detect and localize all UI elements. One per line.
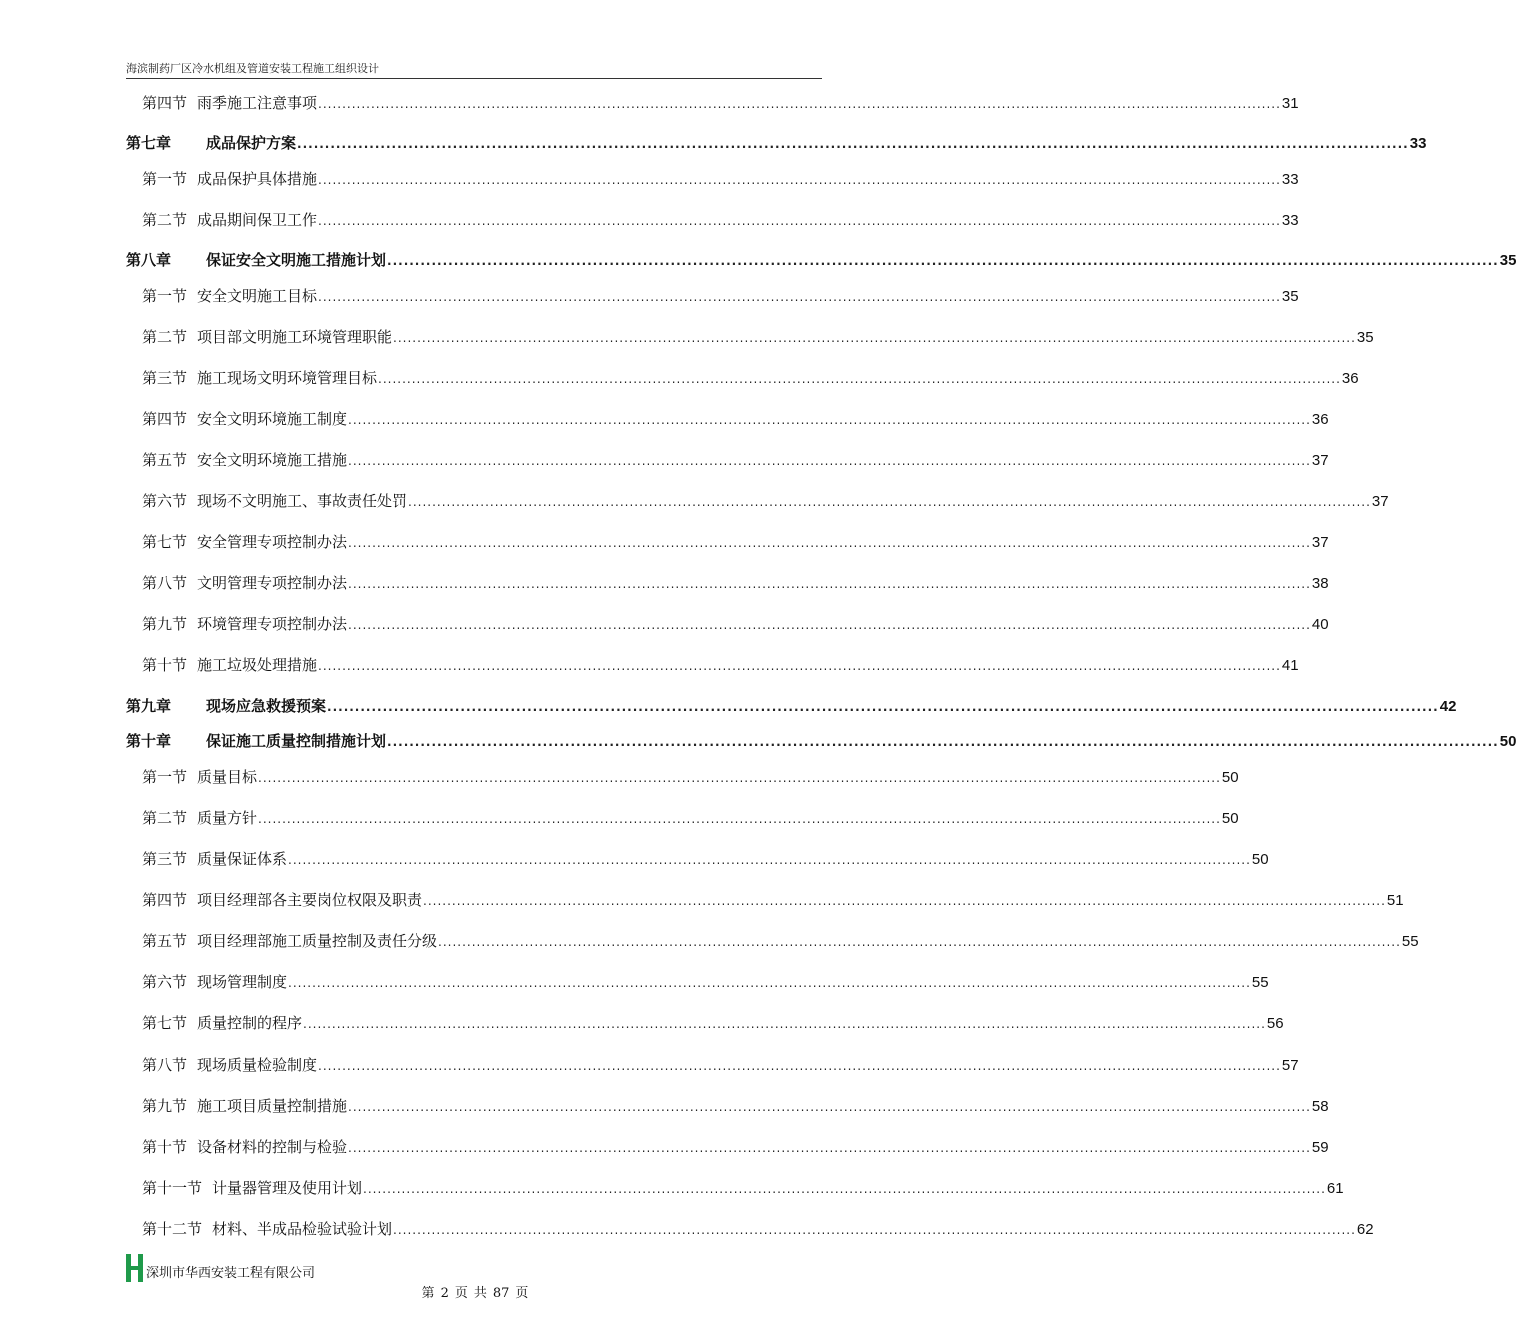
toc-entry-title: 质量保证体系 [197,850,288,868]
toc-entry-label [142,890,422,910]
toc-page-number: 58 [1311,1098,1329,1115]
toc-dot-leader: ........................................................................................................................................................................................................ [318,173,1281,187]
toc-entry-title: 成品期间保卫工作 [197,211,318,229]
toc-entry-label [142,849,287,869]
toc-entry-title: 现场管理制度 [197,973,288,991]
toc-entry-title: 安全文明环境施工措施 [197,451,348,469]
toc-page-number: 37 [1311,452,1329,469]
toc-page-number: 42 [1439,698,1457,715]
toc-entry-label [142,1137,347,1157]
toc-entry-label [126,134,296,154]
toc-entry-number: 第二节 [142,328,188,346]
toc-entry-title: 设备材料的控制与检验 [197,1138,348,1156]
toc-chapter-row[interactable] [126,732,1516,752]
toc-entry-number: 第七节 [142,533,188,551]
toc-page-number: 41 [1281,657,1299,674]
toc-section-row[interactable] [126,210,1299,231]
toc-entry-title: 项目经理部各主要岗位权限及职责 [197,891,423,909]
toc-entry-number: 第九节 [142,1097,188,1115]
toc-entry-label [142,327,392,347]
toc-entry-number: 第十章 [126,733,172,750]
toc-page-number: 40 [1311,616,1329,633]
toc-entry-title: 成品保护具体措施 [197,170,318,188]
toc-page-number: 35 [1356,329,1374,346]
toc-page-number: 37 [1311,534,1329,551]
toc-entry-label [142,1178,362,1198]
toc-entry-label [126,697,326,717]
toc-page-number: 31 [1281,95,1299,112]
toc-entry-number: 第十节 [142,656,188,674]
toc-entry-label [142,931,437,951]
toc-entry-title: 材料、半成品检验试验计划 [212,1220,393,1238]
page-mid2: 共 [473,1286,487,1301]
toc-page-number: 50 [1221,810,1239,827]
toc-dot-leader: ........................................................................................................................................................................................................ [393,1223,1356,1237]
toc-entry-title: 成品保护方案 [206,135,297,152]
toc-page-number: 50 [1251,851,1269,868]
toc-entry-number: 第六节 [142,492,188,510]
toc-entry-title: 项目部文明施工环境管理职能 [197,328,393,346]
page-total: 87 [492,1286,510,1301]
toc-section-row[interactable] [126,450,1329,471]
toc-entry-title: 计量器管理及使用计划 [212,1179,363,1197]
toc-section-row[interactable] [126,368,1359,389]
toc-entry-number: 第五节 [142,932,188,950]
toc-entry-number: 第三节 [142,850,188,868]
toc-page-number: 50 [1221,769,1239,786]
toc-entry-number: 第四节 [142,891,188,909]
toc-page-number: 55 [1251,974,1269,991]
toc-entry-number: 第七节 [142,1014,188,1032]
toc-dot-leader: ........................................................................................................................................................................................................ [438,935,1401,949]
toc-entry-label [142,573,347,593]
toc-page-number: 33 [1281,212,1299,229]
toc-section-row[interactable] [126,169,1299,190]
toc-page-number: 36 [1311,411,1329,428]
toc-entry-label [142,210,317,230]
company-logo-icon [126,1254,144,1282]
page-prefix: 第 [421,1286,435,1301]
toc-entry-number: 第二节 [142,211,188,229]
toc-dot-leader: ........................................................................................................................................................................................................ [318,97,1281,111]
toc-entry-label [142,532,347,552]
toc-entry-title: 现场质量检验制度 [197,1056,318,1074]
toc-entry-number: 第八节 [142,574,188,592]
toc-dot-leader: ........................................................................................................................................................................................................ [318,214,1281,228]
toc-entry-label [126,251,386,271]
toc-dot-leader: ........................................................................................................................................................................................................ [288,976,1251,990]
toc-page-number: 61 [1326,1180,1344,1197]
toc-entry-label [142,169,317,189]
toc-page-number: 57 [1281,1057,1299,1074]
toc-dot-leader: ........................................................................................................................................................................................................ [297,137,1409,151]
page-suffix: 页 [515,1286,529,1301]
toc-page-number: 33 [1409,135,1427,152]
toc-dot-leader: ........................................................................................................................................................................................................ [387,735,1499,749]
toc-dot-leader: ........................................................................................................................................................................................................ [327,700,1439,714]
toc-entry-title: 现场应急救援预案 [206,698,327,715]
toc-section-row[interactable] [126,808,1239,829]
toc-entry-title: 现场不文明施工、事故责任处罚 [197,492,408,510]
toc-entry-label [142,655,317,675]
toc-entry-title: 施工垃圾处理措施 [197,656,318,674]
toc-entry-label [142,808,257,828]
toc-entry-number: 第五节 [142,451,188,469]
toc-dot-leader: ........................................................................................................................................................................................................ [258,771,1221,785]
footer-company [126,1252,315,1282]
toc-dot-leader: ........................................................................................................................................................................................................ [348,1100,1311,1114]
toc-dot-leader: ........................................................................................................................................................................................................ [318,290,1281,304]
toc-dot-leader: ........................................................................................................................................................................................................ [318,659,1281,673]
toc-entry-label [142,450,347,470]
toc-entry-number: 第十一节 [142,1179,203,1197]
toc-dot-leader: ........................................................................................................................................................................................................ [348,618,1311,632]
toc-entry-number: 第七章 [126,135,172,152]
toc-entry-number: 第一节 [142,287,188,305]
toc-page-number: 35 [1499,252,1516,269]
toc-section-row[interactable] [126,849,1269,870]
toc-dot-leader: ........................................................................................................................................................................................................ [393,331,1356,345]
toc-entry-label [142,286,317,306]
toc-page-number: 56 [1266,1015,1284,1032]
toc-entry-label [142,767,257,787]
toc-entry-number: 第八节 [142,1056,188,1074]
toc-entry-label [142,491,407,511]
toc-dot-leader: ........................................................................................................................................................................................................ [378,372,1341,386]
toc-entry-number: 第一节 [142,170,188,188]
toc-section-row[interactable] [126,1096,1329,1117]
toc-entry-label [142,93,317,113]
toc-section-row[interactable] [126,972,1269,993]
toc-section-row[interactable] [126,1137,1329,1158]
toc-section-row[interactable] [126,1178,1344,1199]
page-header [126,62,822,79]
page-number [0,1282,950,1301]
toc-entry-title: 质量方针 [197,809,258,827]
toc-chapter-row[interactable] [126,697,1457,717]
toc-entry-number: 第十节 [142,1138,188,1156]
toc-entry-number: 第二节 [142,809,188,827]
toc-page-number: 51 [1386,892,1404,909]
toc-entry-label [142,1055,317,1075]
toc-section-row[interactable] [126,327,1374,348]
toc-page-number: 59 [1311,1139,1329,1156]
toc-dot-leader: ........................................................................................................................................................................................................ [258,812,1221,826]
toc-entry-title: 安全管理专项控制办法 [197,533,348,551]
toc-entry-number: 第九节 [142,615,188,633]
toc-entry-title: 保证安全文明施工措施计划 [206,252,387,269]
toc-section-row[interactable] [126,409,1329,430]
toc-dot-leader: ........................................................................................................................................................................................................ [303,1017,1266,1031]
toc-page-number: 62 [1356,1221,1374,1238]
toc-dot-leader: ........................................................................................................................................................................................................ [318,1059,1281,1073]
page-current: 2 [440,1286,449,1301]
toc-entry-title: 安全文明施工目标 [197,287,318,305]
toc-dot-leader: ........................................................................................................................................................................................................ [288,853,1251,867]
page-mid1: 页 [454,1286,468,1301]
toc-entry-title: 雨季施工注意事项 [197,94,318,112]
toc-entry-number: 第六节 [142,973,188,991]
toc-entry-number: 第八章 [126,252,172,269]
toc-entry-title: 质量目标 [197,768,258,786]
toc-entry-title: 施工项目质量控制措施 [197,1097,348,1115]
toc-entry-title: 项目经理部施工质量控制及责任分级 [197,932,438,950]
toc-dot-leader: ........................................................................................................................................................................................................ [348,536,1311,550]
toc-section-row[interactable] [126,767,1239,788]
toc-entry-label [126,732,386,752]
toc-entry-label [142,972,287,992]
toc-section-row[interactable] [126,93,1299,114]
toc-section-row[interactable] [126,890,1404,911]
toc-entry-number: 第四节 [142,410,188,428]
toc-section-row[interactable] [126,532,1329,553]
toc-page-number: 50 [1499,733,1516,750]
toc-section-row[interactable] [126,614,1329,635]
toc-page-number: 33 [1281,171,1299,188]
toc-entry-title: 保证施工质量控制措施计划 [206,733,387,750]
toc-dot-leader: ........................................................................................................................................................................................................ [408,495,1371,509]
toc-dot-leader: ........................................................................................................................................................................................................ [348,413,1311,427]
toc-page-number: 38 [1311,575,1329,592]
toc-dot-leader: ........................................................................................................................................................................................................ [348,1141,1311,1155]
toc-entry-label [142,1096,347,1116]
toc-entry-title: 文明管理专项控制办法 [197,574,348,592]
toc-section-row[interactable] [126,573,1329,594]
toc-chapter-row[interactable] [126,134,1427,154]
toc-dot-leader: ........................................................................................................................................................................................................ [363,1182,1326,1196]
toc-section-row[interactable] [126,931,1419,952]
document-title: 海滨制药厂区冷水机组及管道安装工程施工组织设计 [126,62,379,75]
toc-section-row[interactable] [126,1013,1284,1034]
toc-entry-label [142,1013,302,1033]
toc-entry-number: 第四节 [142,94,188,112]
toc-page-number: 55 [1401,933,1419,950]
toc-entry-number: 第一节 [142,768,188,786]
toc-entry-title: 质量控制的程序 [197,1014,303,1032]
toc-dot-leader: ........................................................................................................................................................................................................ [348,577,1311,591]
toc-section-row[interactable] [126,491,1389,512]
toc-section-row[interactable] [126,286,1299,307]
toc-page-number: 36 [1341,370,1359,387]
toc-chapter-row[interactable] [126,251,1516,271]
toc-entry-title: 环境管理专项控制办法 [197,615,348,633]
toc-entry-title: 施工现场文明环境管理目标 [197,369,378,387]
toc-entry-label [142,1219,392,1239]
toc-page-number: 37 [1371,493,1389,510]
toc-entry-number: 第三节 [142,369,188,387]
toc-entry-label [142,368,377,388]
toc-entry-number: 第九章 [126,698,172,715]
toc-section-row[interactable] [126,655,1299,676]
toc-dot-leader: ........................................................................................................................................................................................................ [348,454,1311,468]
toc-entry-number: 第十二节 [142,1220,203,1238]
toc-entry-label [142,614,347,634]
toc-page-number: 35 [1281,288,1299,305]
toc-dot-leader: ........................................................................................................................................................................................................ [387,254,1499,268]
toc-section-row[interactable] [126,1219,1374,1240]
toc-entry-label [142,409,347,429]
company-name: 深圳市华西安装工程有限公司 [146,1266,316,1281]
toc-dot-leader: ........................................................................................................................................................................................................ [423,894,1386,908]
toc-section-row[interactable] [126,1055,1299,1076]
toc-entry-title: 安全文明环境施工制度 [197,410,348,428]
